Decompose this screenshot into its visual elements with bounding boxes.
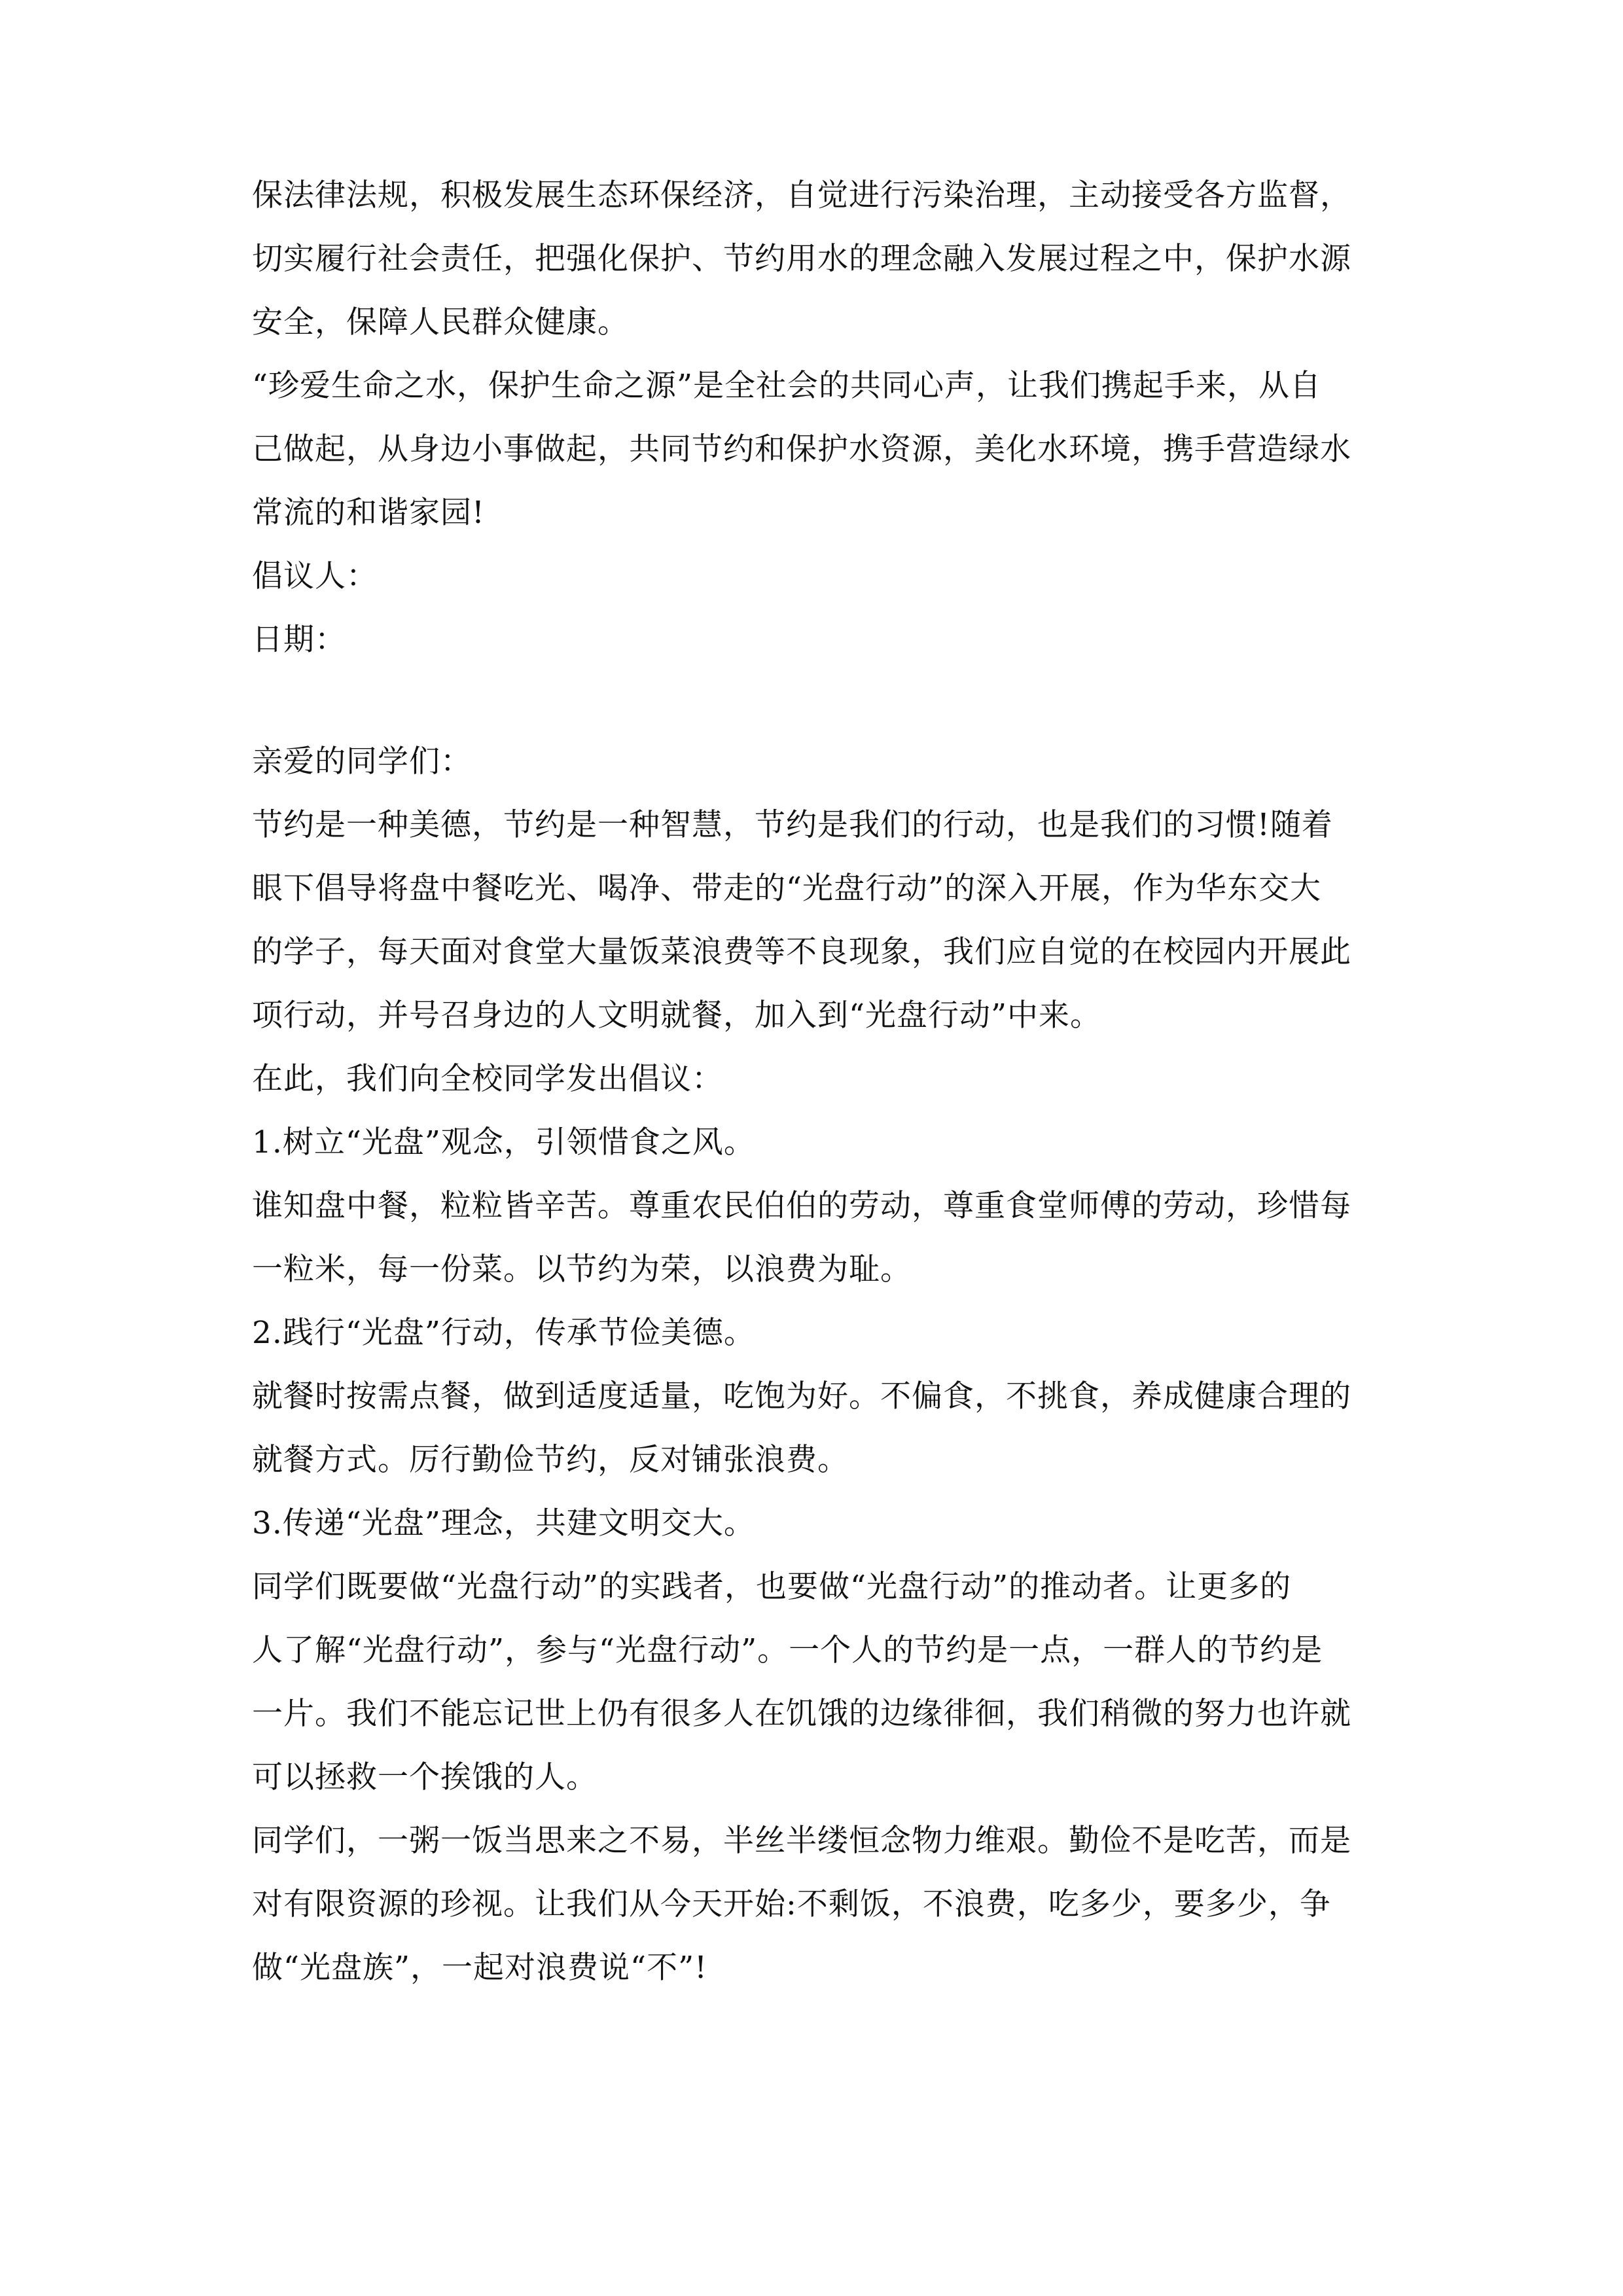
- text-line: 项行动，并号召身边的人文明就餐，加入到“光盘行动”中来。: [252, 997, 1102, 1033]
- text-line: 可以拯救一个挨饿的人。: [252, 1759, 597, 1795]
- text-line: 在此，我们向全校同学发出倡议：: [252, 1061, 723, 1097]
- text-line: 一粒米，每一份菜。以节约为荣，以浪费为耻。: [252, 1251, 912, 1287]
- text-line: 保法律法规，积极发展生态环保经济，自觉进行污染治理，主动接受各方监督，: [252, 177, 1351, 213]
- text-line: 人了解“光盘行动”，参与“光盘行动”。一个人的节约是一点，一群人的节约是: [252, 1632, 1323, 1668]
- point-heading-1: 1.树立“光盘”观念，引领惜食之风。: [252, 1124, 755, 1160]
- clean-plate-proposal-section: [252, 730, 1378, 2000]
- text-line: 安全，保障人民群众健康。: [252, 304, 629, 340]
- text-line: “珍爱生命之水，保护生命之源”是全社会的共同心声，让我们携起手来，从自: [252, 368, 1322, 404]
- text-line: 对有限资源的珍视。让我们从今天开始:不剩饭，不浪费，吃多少，要多少，争: [252, 1886, 1331, 1922]
- text-line: 同学们，一粥一饭当思来之不易，半丝半缕恒念物力维艰。勤俭不是吃苦，而是: [252, 1823, 1351, 1859]
- text-line: 眼下倡导将盘中餐吃光、喝净、带走的“光盘行动”的深入开展，作为华东交大: [252, 870, 1322, 906]
- date-label: 日期：: [252, 622, 346, 658]
- text-line: 己做起，从身边小事做起，共同节约和保护水资源，美化水环境，携手营造绿水: [252, 431, 1351, 467]
- text-line: 一片。我们不能忘记世上仍有很多人在饥饿的边缘徘徊，我们稍微的努力也许就: [252, 1696, 1351, 1732]
- text-line: 做“光盘族”，一起对浪费说“不”!: [252, 1950, 707, 1986]
- point-heading-2: 2.践行“光盘”行动，传承节俭美德。: [252, 1315, 755, 1351]
- text-line: 节约是一种美德，节约是一种智慧，节约是我们的行动，也是我们的习惯!随着: [252, 807, 1333, 843]
- text-line: 同学们既要做“光盘行动”的实践者，也要做“光盘行动”的推动者。让更多的: [252, 1569, 1292, 1605]
- point-heading-3: 3.传递“光盘”理念，共建文明交大。: [252, 1505, 755, 1541]
- text-line: 就餐时按需点餐，做到适度适量，吃饱为好。不偏食，不挑食，养成健康合理的: [252, 1378, 1351, 1414]
- text-line: 就餐方式。厉行勤俭节约，反对铺张浪费。: [252, 1442, 849, 1478]
- text-line: 谁知盘中餐，粒粒皆辛苦。尊重农民伯伯的劳动，尊重食堂师傅的劳动，珍惜每: [252, 1188, 1351, 1224]
- text-line: 常流的和谐家园!: [252, 495, 485, 531]
- salutation: 亲爱的同学们：: [252, 744, 472, 780]
- text-line: 切实履行社会责任，把强化保护、节约用水的理念融入发展过程之中，保护水源: [252, 241, 1351, 277]
- text-line: 的学子，每天面对食堂大量饭菜浪费等不良现象，我们应自觉的在校园内开展此: [252, 934, 1351, 970]
- proposer-label: 倡议人：: [252, 558, 378, 594]
- water-conservation-proposal-section: [252, 164, 1378, 672]
